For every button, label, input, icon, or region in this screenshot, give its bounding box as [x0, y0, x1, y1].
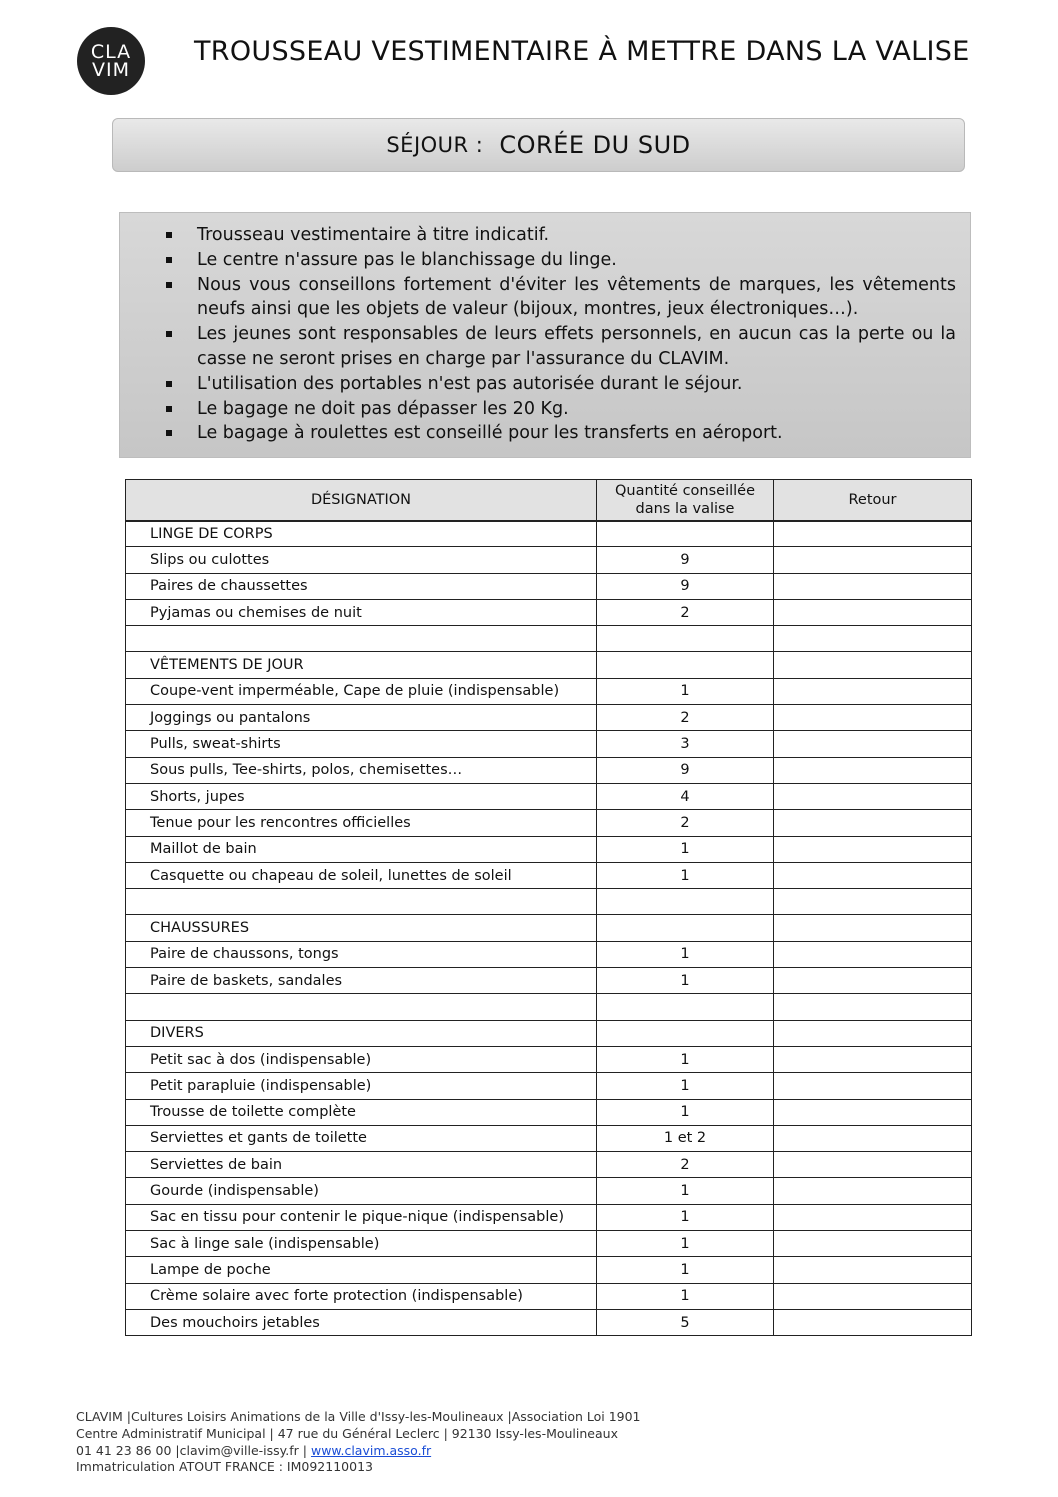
- sejour-destination: CORÉE DU SUD: [499, 131, 691, 159]
- retour-cell: [774, 1099, 972, 1125]
- header-quantity: [597, 480, 774, 521]
- designation-cell: [126, 626, 597, 652]
- quantity-cell: 1: [597, 1283, 774, 1309]
- quantity-cell: 4: [597, 783, 774, 809]
- retour-cell: [774, 1309, 972, 1335]
- footer-line-1: CLAVIM |Cultures Loisirs Animations de la Ville d'Issy-les-Moulineaux |Association Loi 1901: [76, 1409, 641, 1424]
- table-row: [126, 626, 972, 652]
- designation-cell: DIVERS: [126, 1020, 597, 1046]
- retour-cell: [774, 626, 972, 652]
- quantity-cell: 1: [597, 862, 774, 888]
- table-row: [126, 1046, 972, 1072]
- table-row: [126, 862, 972, 888]
- designation-cell: Sac en tissu pour contenir le pique-nique (indispensable): [126, 1204, 597, 1230]
- quantity-cell: [597, 652, 774, 678]
- table-row: [126, 836, 972, 862]
- trousseau-table: [125, 479, 972, 1336]
- note-item: Trousseau vestimentaire à titre indicatif.: [164, 223, 956, 248]
- retour-cell: [774, 810, 972, 836]
- table-row: [126, 941, 972, 967]
- table-body: [126, 521, 972, 1336]
- quantity-cell: [597, 1020, 774, 1046]
- designation-cell: Pyjamas ou chemises de nuit: [126, 599, 597, 625]
- retour-cell: [774, 652, 972, 678]
- table-row: [126, 521, 972, 547]
- designation-cell: Sous pulls, Tee-shirts, polos, chemisettes…: [126, 757, 597, 783]
- designation-cell: Pulls, sweat-shirts: [126, 731, 597, 757]
- quantity-cell: 1: [597, 1073, 774, 1099]
- designation-cell: Petit sac à dos (indispensable): [126, 1046, 597, 1072]
- table-row: [126, 1152, 972, 1178]
- quantity-cell: 1: [597, 678, 774, 704]
- header-quantity-line1: Quantité conseillée: [614, 482, 756, 499]
- designation-cell: Coupe-vent imperméable, Cape de pluie (indispensable): [126, 678, 597, 704]
- table-row: [126, 757, 972, 783]
- quantity-cell: 2: [597, 599, 774, 625]
- designation-cell: Serviettes et gants de toilette: [126, 1125, 597, 1151]
- quantity-cell: 1: [597, 1099, 774, 1125]
- retour-cell: [774, 994, 972, 1020]
- quantity-cell: [597, 994, 774, 1020]
- note-item: Les jeunes sont responsables de leurs effets personnels, en aucun cas la perte ou la casse ne seront prises en charge par l'assurance du CLAVIM.: [164, 322, 956, 372]
- designation-cell: [126, 994, 597, 1020]
- retour-cell: [774, 1283, 972, 1309]
- footer-line-3: [76, 1443, 641, 1460]
- quantity-cell: 1: [597, 1178, 774, 1204]
- quantity-cell: [597, 521, 774, 547]
- table-row: [126, 1204, 972, 1230]
- table-row: [126, 1283, 972, 1309]
- retour-cell: [774, 1125, 972, 1151]
- table-row: [126, 968, 972, 994]
- retour-cell: [774, 731, 972, 757]
- quantity-cell: 1: [597, 968, 774, 994]
- table-row: [126, 731, 972, 757]
- quantity-cell: 1 et 2: [597, 1125, 774, 1151]
- table-row: [126, 652, 972, 678]
- retour-cell: [774, 1046, 972, 1072]
- note-item: Le bagage ne doit pas dépasser les 20 Kg.: [164, 397, 956, 422]
- retour-cell: [774, 915, 972, 941]
- sejour-label: SÉJOUR :: [386, 133, 484, 157]
- retour-cell: [774, 757, 972, 783]
- table-row: [126, 783, 972, 809]
- retour-cell: [774, 1257, 972, 1283]
- table-row: [126, 678, 972, 704]
- designation-cell: [126, 889, 597, 915]
- sejour-banner: [112, 118, 965, 172]
- clavim-logo: [77, 27, 145, 95]
- retour-cell: [774, 889, 972, 915]
- retour-cell: [774, 599, 972, 625]
- retour-cell: [774, 678, 972, 704]
- designation-cell: Serviettes de bain: [126, 1152, 597, 1178]
- table-row: [126, 705, 972, 731]
- designation-cell: Maillot de bain: [126, 836, 597, 862]
- table-row: [126, 573, 972, 599]
- retour-cell: [774, 836, 972, 862]
- note-item: Le bagage à roulettes est conseillé pour les transferts en aéroport.: [164, 421, 956, 446]
- retour-cell: [774, 1152, 972, 1178]
- table-row: [126, 547, 972, 573]
- table-row: [126, 1178, 972, 1204]
- table-row: [126, 994, 972, 1020]
- designation-cell: Paire de chaussons, tongs: [126, 941, 597, 967]
- retour-cell: [774, 1204, 972, 1230]
- retour-cell: [774, 862, 972, 888]
- retour-cell: [774, 521, 972, 547]
- footer-contact: 01 41 23 86 00 |clavim@ville-issy.fr |: [76, 1442, 311, 1458]
- designation-cell: VÊTEMENTS DE JOUR: [126, 652, 597, 678]
- designation-cell: Des mouchoirs jetables: [126, 1309, 597, 1335]
- retour-cell: [774, 941, 972, 967]
- note-item: Nous vous conseillons fortement d'éviter les vêtements de marques, les vêtements neufs ainsi que les objets de valeur (bijoux, montres, jeux électroniques…).: [164, 273, 956, 323]
- footer: [76, 1409, 641, 1476]
- retour-cell: [774, 968, 972, 994]
- retour-cell: [774, 573, 972, 599]
- retour-cell: [774, 705, 972, 731]
- header-quantity-line2: dans la valise: [635, 500, 735, 517]
- quantity-cell: 3: [597, 731, 774, 757]
- designation-cell: Casquette ou chapeau de soleil, lunettes de soleil: [126, 862, 597, 888]
- table-row: [126, 1125, 972, 1151]
- table-row: [126, 1020, 972, 1046]
- website-link[interactable]: www.clavim.asso.fr: [310, 1442, 432, 1458]
- quantity-cell: 1: [597, 1204, 774, 1230]
- table-header-row: [126, 480, 972, 521]
- quantity-cell: 1: [597, 1231, 774, 1257]
- quantity-cell: [597, 626, 774, 652]
- table-row: [126, 1099, 972, 1125]
- notes-list: [164, 223, 956, 446]
- designation-cell: Trousse de toilette complète: [126, 1099, 597, 1125]
- quantity-cell: [597, 889, 774, 915]
- quantity-cell: 1: [597, 836, 774, 862]
- retour-cell: [774, 1178, 972, 1204]
- table-row: [126, 599, 972, 625]
- table-row: [126, 810, 972, 836]
- quantity-cell: 1: [597, 941, 774, 967]
- quantity-cell: 9: [597, 547, 774, 573]
- quantity-cell: [597, 915, 774, 941]
- logo-line-2: VIM: [92, 59, 130, 81]
- designation-cell: Slips ou culottes: [126, 547, 597, 573]
- designation-cell: Gourde (indispensable): [126, 1178, 597, 1204]
- quantity-cell: 9: [597, 573, 774, 599]
- table-row: [126, 889, 972, 915]
- retour-cell: [774, 783, 972, 809]
- logo-line-1: CLA: [90, 41, 132, 63]
- quantity-cell: 2: [597, 1152, 774, 1178]
- designation-cell: Shorts, jupes: [126, 783, 597, 809]
- header-retour: Retour: [774, 480, 972, 521]
- designation-cell: Lampe de poche: [126, 1257, 597, 1283]
- quantity-cell: 2: [597, 705, 774, 731]
- table-row: [126, 1309, 972, 1335]
- quantity-cell: 2: [597, 810, 774, 836]
- footer-line-2: Centre Administratif Municipal | 47 rue du Général Leclerc | 92130 Issy-les-Moulineaux: [76, 1425, 618, 1441]
- note-item: L'utilisation des portables n'est pas autorisée durant le séjour.: [164, 372, 956, 397]
- designation-cell: Tenue pour les rencontres officielles: [126, 810, 597, 836]
- footer-line-4: Immatriculation ATOUT FRANCE : IM092110013: [76, 1459, 373, 1475]
- retour-cell: [774, 547, 972, 573]
- header-designation: DÉSIGNATION: [126, 480, 597, 521]
- retour-cell: [774, 1020, 972, 1046]
- table-row: [126, 915, 972, 941]
- quantity-cell: 5: [597, 1309, 774, 1335]
- document-title: TROUSSEAU VESTIMENTAIRE À METTRE DANS LA VALISE: [194, 36, 970, 67]
- table-row: [126, 1231, 972, 1257]
- quantity-cell: 1: [597, 1257, 774, 1283]
- notes-box: [119, 212, 971, 458]
- designation-cell: Paires de chaussettes: [126, 573, 597, 599]
- designation-cell: Petit parapluie (indispensable): [126, 1073, 597, 1099]
- table-row: [126, 1257, 972, 1283]
- designation-cell: LINGE DE CORPS: [126, 521, 597, 547]
- retour-cell: [774, 1231, 972, 1257]
- designation-cell: Crème solaire avec forte protection (indispensable): [126, 1283, 597, 1309]
- designation-cell: Joggings ou pantalons: [126, 705, 597, 731]
- designation-cell: Paire de baskets, sandales: [126, 968, 597, 994]
- retour-cell: [774, 1073, 972, 1099]
- quantity-cell: 1: [597, 1046, 774, 1072]
- quantity-cell: 9: [597, 757, 774, 783]
- designation-cell: Sac à linge sale (indispensable): [126, 1231, 597, 1257]
- designation-cell: CHAUSSURES: [126, 915, 597, 941]
- table-row: [126, 1073, 972, 1099]
- note-item: Le centre n'assure pas le blanchissage du linge.: [164, 248, 956, 273]
